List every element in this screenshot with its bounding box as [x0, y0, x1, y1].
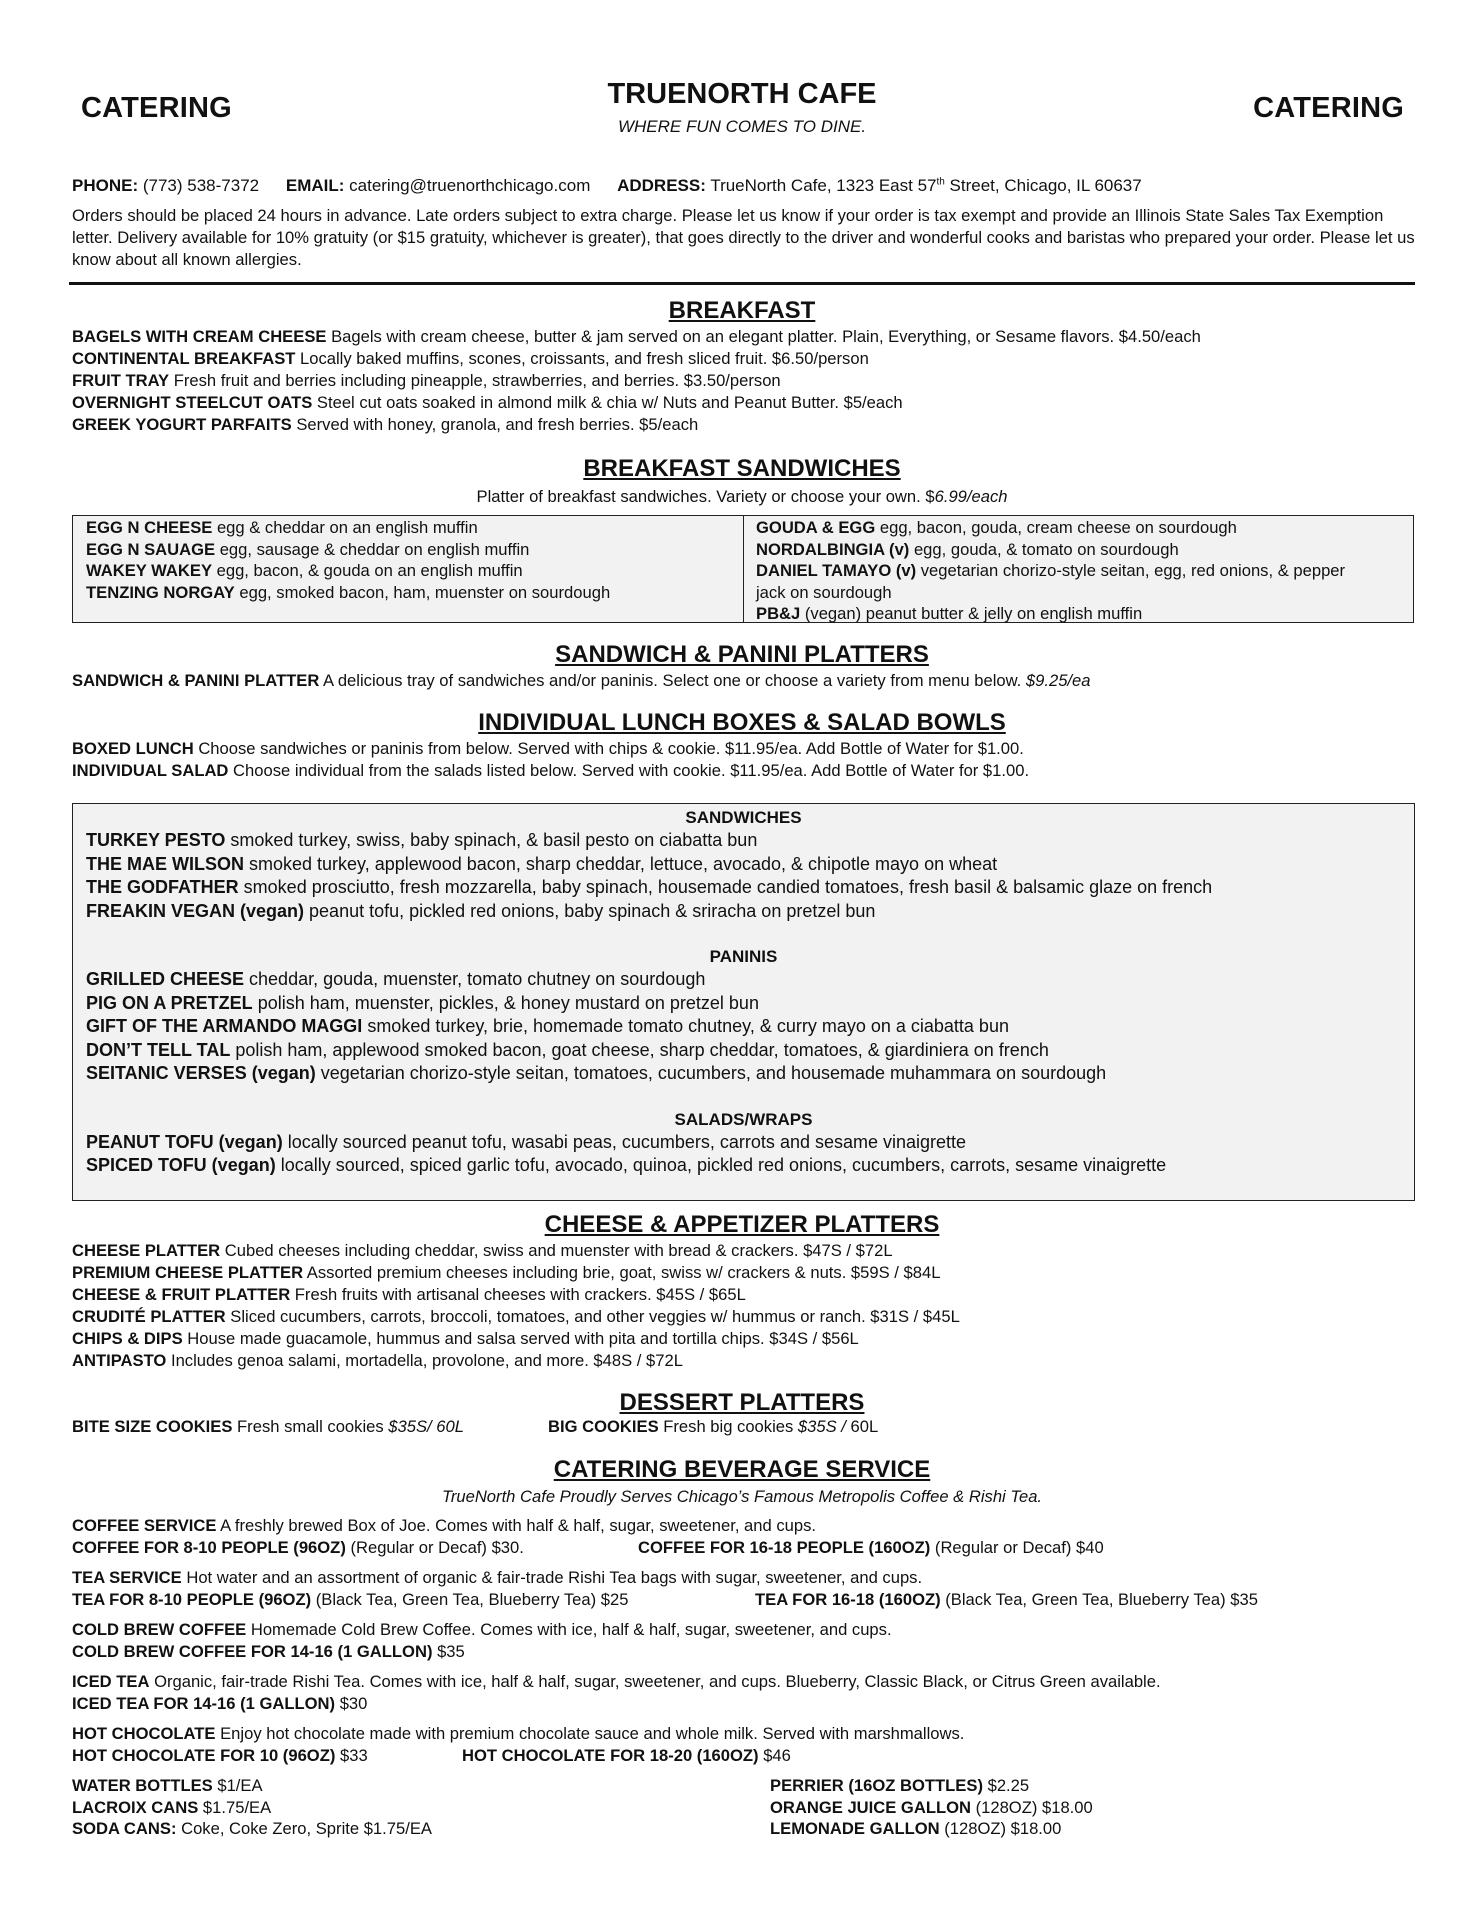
- beverage-heading: CATERING BEVERAGE SERVICE: [553, 1456, 931, 1483]
- big-cookies: BIG COOKIES Fresh big cookies $35S / 60L: [548, 1417, 879, 1436]
- extras-right: [770, 1775, 1093, 1840]
- list-item: ANTIPASTO Includes genoa salami, mortadella, provolone, and more. $48S / $72L: [72, 1351, 683, 1370]
- list-item: BOXED LUNCH Choose sandwiches or paninis from below. Served with chips & cookie. $11.95/ea. Add Bottle of Water for $1.00.: [72, 739, 1024, 758]
- list-item: THE MAE WILSON smoked turkey, applewood bacon, sharp cheddar, lettuce, avocado, & chipotle mayo on wheat: [86, 853, 998, 874]
- list-item: PERRIER (16OZ BOTTLES) $2.25: [770, 1776, 1030, 1795]
- list-item: WAKEY WAKEY egg, bacon, & gouda on an english muffin: [86, 561, 523, 580]
- list-item: THE GODFATHER smoked prosciutto, fresh mozzarella, baby spinach, housemade candied tomatoes, fresh basil & balsamic glaze on french: [86, 877, 1213, 897]
- breakfast-sandwiches-heading: BREAKFAST SANDWICHES: [583, 455, 901, 482]
- sandwiches-subheading: SANDWICHES: [685, 808, 802, 827]
- phone-number: (773) 538-7372: [142, 176, 260, 195]
- extras-left: [72, 1775, 432, 1840]
- address: TrueNorth Cafe, 1323 East 57th Street, Chicago, IL 60637: [710, 176, 1142, 195]
- iced-tea-service: ICED TEA Organic, fair-trade Rishi Tea. Comes with ice, half & half, sugar, sweetener, and cups. Blueberry, Classic Black, or Citrus Green available. ICED TEA FOR 14-16 (1 GALLON) $30: [72, 1672, 1161, 1713]
- breakfast-heading: BREAKFAST: [668, 297, 816, 324]
- list-item: GOUDA & EGG egg, bacon, gouda, cream cheese on sourdough: [756, 518, 1237, 537]
- sandwich-platters-heading: SANDWICH & PANINI PLATTERS: [555, 641, 929, 668]
- list-item: WATER BOTTLES $1/EA: [72, 1776, 263, 1795]
- list-item: EGG N CHEESE egg & cheddar on an english muffin: [86, 518, 478, 537]
- tea-service: TEA SERVICE Hot water and an assortment of organic & fair-trade Rishi Tea bags with sugar, sweetener, and cups. TEA FOR 8-10 PEOPLE (96OZ) (Black Tea, Green Tea, Blueberry Tea) $25 TEA FOR 16-18 (160OZ) (Black Tea, Green Tea, Blueberry Tea) $35: [72, 1568, 1258, 1609]
- dessert-heading: DESSERT PLATTERS: [619, 1389, 865, 1416]
- cold-brew-service: COLD BREW COFFEE Homemade Cold Brew Coffee. Comes with ice, half & half, sugar, sweetener, and cups. COLD BREW COFFEE FOR 14-16 (1 GALLON) $35: [72, 1620, 892, 1661]
- list-item: CRUDITÉ PLATTER Sliced cucumbers, carrots, broccoli, tomatoes, and other veggies w/ hummus or ranch. $31S / $45L: [72, 1307, 960, 1326]
- list-item: CHEESE PLATTER Cubed cheeses including cheddar, swiss and muenster with bread & crackers. $47S / $72L: [72, 1241, 893, 1260]
- breakfast-sandwiches-box: [72, 515, 1414, 623]
- catering-label-left: CATERING: [81, 92, 232, 124]
- email-address: catering@truenorthchicago.com: [349, 176, 591, 195]
- list-item: PIG ON A PRETZEL polish ham, muenster, pickles, & honey mustard on pretzel bun: [86, 992, 759, 1013]
- list-item: GREEK YOGURT PARFAITS Served with honey, granola, and fresh berries. $5/each: [72, 415, 699, 434]
- breakfast-sandwiches-left: [86, 517, 736, 603]
- list-item: INDIVIDUAL SALAD Choose individual from the salads listed below. Served with cookie. $11.95/ea. Add Bottle of Water for $1.00.: [72, 761, 1030, 780]
- salads-subheading: SALADS/WRAPS: [674, 1109, 813, 1129]
- list-item: FREAKIN VEGAN (vegan) peanut tofu, pickled red onions, baby spinach & sriracha on pretzel bun: [86, 900, 876, 921]
- list-item: GRILLED CHEESE cheddar, gouda, muenster, tomato chutney on sourdough: [86, 969, 706, 989]
- list-item: NORDALBINGIA (v) egg, gouda, & tomato on sourdough: [756, 539, 1179, 559]
- list-item: TENZING NORGAY egg, smoked bacon, ham, muenster on sourdough: [86, 582, 611, 602]
- breakfast-sandwiches-right: [756, 517, 1396, 625]
- list-item: DANIEL TAMAYO (v) vegetarian chorizo-style seitan, egg, red onions, & pepper jack on sourdough: [756, 561, 1346, 602]
- sandwich-platter-item: SANDWICH & PANINI PLATTER A delicious tray of sandwiches and/or paninis. Select one or choose a variety from menu below. $9.25/ea: [72, 671, 1091, 690]
- coffee-service: COFFEE SERVICE A freshly brewed Box of Joe. Comes with half & half, sugar, sweetener, and cups. COFFEE FOR 8-10 PEOPLE (96OZ) (Regular or Decaf) $30. COFFEE FOR 16-18 PEOPLE (160OZ) (Regular or Decaf) $40: [72, 1516, 1104, 1557]
- list-item: PB&J (vegan) peanut butter & jelly on english muffin: [756, 604, 1143, 623]
- list-item: ORANGE JUICE GALLON (128OZ) $18.00: [770, 1797, 1093, 1817]
- list-item: OVERNIGHT STEELCUT OATS Steel cut oats soaked in almond milk & chia w/ Nuts and Peanut Butter. $5/each: [72, 393, 903, 412]
- tagline: WHERE FUN COMES TO DINE.: [617, 117, 867, 136]
- page-title: TRUENORTH CAFE: [607, 78, 877, 110]
- phone-label: PHONE:: [72, 176, 139, 195]
- breakfast-sandwiches-note: Platter of breakfast sandwiches. Variety or choose your own. $6.99/each: [476, 487, 1008, 506]
- cheese-heading: CHEESE & APPETIZER PLATTERS: [544, 1211, 940, 1238]
- list-item: CHEESE & FRUIT PLATTER Fresh fruits with artisanal cheeses with crackers. $45S / $65L: [72, 1285, 746, 1304]
- list-item: GIFT OF THE ARMANDO MAGGI smoked turkey, brie, homemade tomato chutney, & curry mayo on a ciabatta bun: [86, 1016, 1009, 1036]
- hot-chocolate-service: HOT CHOCOLATE Enjoy hot chocolate made with premium chocolate sauce and whole milk. Served with marshmallows. HOT CHOCOLATE FOR 10 (96OZ) $33 HOT CHOCOLATE FOR 18-20 (160OZ) $46: [72, 1724, 965, 1765]
- list-item: SODA CANS: Coke, Coke Zero, Sprite $1.75/EA: [72, 1819, 432, 1838]
- beverage-note: TrueNorth Cafe Proudly Serves Chicago’s Famous Metropolis Coffee & Rishi Tea.: [441, 1487, 1043, 1506]
- lunch-boxes-heading: INDIVIDUAL LUNCH BOXES & SALAD BOWLS: [478, 709, 1006, 736]
- address-label: ADDRESS:: [617, 176, 706, 195]
- order-policy: Orders should be placed 24 hours in advance. Late orders subject to extra charge. Please let us know if your order is tax exempt and provide an Illinois State Sales Tax Exemption letter. Delivery available for 10% gratuity (or $15 gratuity, whichever is greater), that goes directly to the driver and wonderful cooks and baristas who prepared your order. Please let us know about all known allergies.: [72, 206, 1415, 269]
- list-item: LEMONADE GALLON (128OZ) $18.00: [770, 1819, 1062, 1838]
- list-item: TURKEY PESTO smoked turkey, swiss, baby spinach, & basil pesto on ciabatta bun: [86, 830, 758, 850]
- catering-label-right: CATERING: [1253, 92, 1404, 124]
- header-divider: [69, 282, 1415, 285]
- column-divider: [743, 516, 744, 622]
- list-item: SEITANIC VERSES (vegan) vegetarian chorizo-style seitan, tomatoes, cucumbers, and housemade muhammara on sourdough: [86, 1063, 1107, 1083]
- list-item: PEANUT TOFU (vegan) locally sourced peanut tofu, wasabi peas, cucumbers, carrots and sesame vinaigrette: [86, 1131, 967, 1152]
- sandwich-menu-box: [72, 803, 1415, 1201]
- cheese-list: [72, 1240, 960, 1372]
- list-item: BAGELS WITH CREAM CHEESE Bagels with cream cheese, butter & jam served on an elegant platter. Plain, Everything, or Sesame flavors. $4.50/each: [72, 327, 1201, 346]
- list-item: CONTINENTAL BREAKFAST Locally baked muffins, scones, croissants, and fresh sliced fruit. $6.50/person: [72, 349, 869, 368]
- list-item: CHIPS & DIPS House made guacamole, hummus and salsa served with pita and tortilla chips. $34S / $56L: [72, 1329, 859, 1348]
- paninis-subheading: PANINIS: [709, 947, 778, 966]
- bite-size-cookies: BITE SIZE COOKIES Fresh small cookies $35S/ 60L: [72, 1417, 464, 1436]
- contact-line: [72, 176, 1142, 196]
- list-item: FRUIT TRAY Fresh fruit and berries including pineapple, strawberries, and berries. $3.50/person: [72, 371, 781, 390]
- list-item: LACROIX CANS $1.75/EA: [72, 1797, 272, 1817]
- list-item: PREMIUM CHEESE PLATTER Assorted premium cheeses including brie, goat, swiss w/ crackers & nuts. $59S / $84L: [72, 1263, 941, 1282]
- list-item: SPICED TOFU (vegan) locally sourced, spiced garlic tofu, avocado, quinoa, pickled red onions, cucumbers, carrots, sesame vinaigrette: [86, 1155, 1167, 1175]
- lunch-boxes-list: [72, 738, 1029, 782]
- email-label: EMAIL:: [285, 176, 345, 195]
- breakfast-list: [72, 326, 1201, 436]
- list-item: DON’T TELL TAL polish ham, applewood smoked bacon, goat cheese, sharp cheddar, tomatoes, & giardiniera on french: [86, 1039, 1049, 1060]
- list-item: EGG N SAUAGE egg, sausage & cheddar on english muffin: [86, 539, 530, 559]
